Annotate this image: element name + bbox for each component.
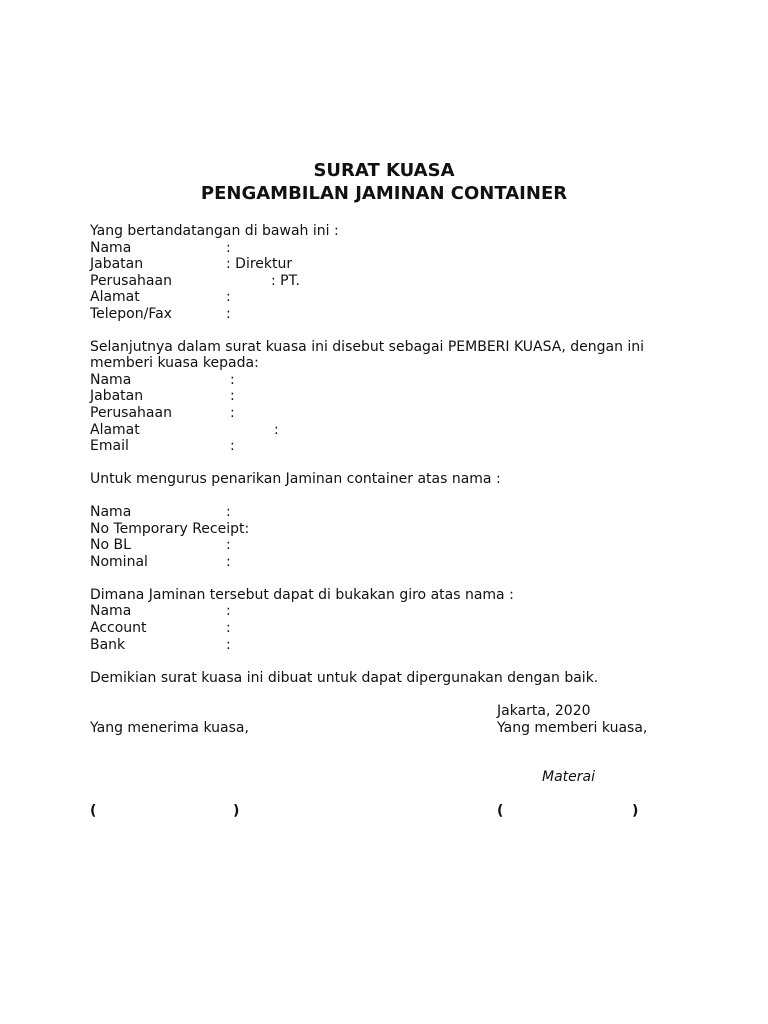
giro-account-label: Account	[90, 620, 147, 636]
grantee-company-label: Perusahaan	[90, 405, 172, 421]
nominal-value: :	[226, 554, 231, 570]
grantor-address-value: :	[226, 289, 231, 305]
grantor-name-label: Nama	[90, 240, 132, 256]
giro-bank-label: Bank	[90, 637, 126, 653]
receiver-open-paren: (	[90, 803, 97, 819]
giver-close-paren: )	[632, 803, 639, 819]
grantor-position-label: Jabatan	[90, 256, 144, 272]
letter-subtitle: PENGAMBILAN JAMINAN CONTAINER	[200, 183, 568, 204]
grantor-position-value: : Direktur	[226, 256, 293, 272]
temporary-receipt-label: No Temporary Receipt:	[90, 521, 250, 537]
giver-label: Yang memberi kuasa,	[497, 720, 648, 736]
grantee-position-label: Jabatan	[90, 388, 144, 404]
purpose-line: Untuk mengurus penarikan Jaminan container atas nama :	[90, 471, 501, 487]
grantor-company-label: Perusahaan	[90, 273, 172, 289]
grantee-name-label: Nama	[90, 372, 132, 388]
giro-intro-line: Dimana Jaminan tersebut dapat di bukakan giro atas nama :	[90, 587, 514, 603]
giro-name-value: :	[226, 603, 231, 619]
grantee-name-value: :	[230, 372, 235, 388]
container-name-label: Nama	[90, 504, 132, 520]
receiver-label: Yang menerima kuasa,	[90, 720, 249, 736]
grantee-address-value: :	[274, 422, 279, 438]
place-date: Jakarta, 2020	[497, 703, 591, 719]
grantee-address-label: Alamat	[90, 422, 140, 438]
giro-bank-value: :	[226, 637, 231, 653]
receiver-close-paren: )	[233, 803, 240, 819]
giro-name-label: Nama	[90, 603, 132, 619]
bl-number-value: :	[226, 537, 231, 553]
container-name-value: :	[226, 504, 231, 520]
giver-open-paren: (	[497, 803, 504, 819]
materai-label: Materai	[542, 769, 595, 785]
grantor-address-label: Alamat	[90, 289, 140, 305]
intro-line: Yang bertandatangan di bawah ini :	[90, 223, 339, 239]
grantee-position-value: :	[230, 388, 235, 404]
grantee-email-value: :	[230, 438, 235, 454]
closing-line: Demikian surat kuasa ini dibuat untuk dapat dipergunakan dengan baik.	[90, 670, 599, 686]
grantor-company-value: : PT.	[271, 273, 300, 289]
nominal-label: Nominal	[90, 554, 148, 570]
giro-account-value: :	[226, 620, 231, 636]
grantor-phone-value: :	[226, 306, 231, 322]
letter-title: SURAT KUASA	[313, 160, 455, 181]
grant-paragraph-line1: Selanjutnya dalam surat kuasa ini disebut sebagai PEMBERI KUASA, dengan ini	[90, 339, 645, 355]
grantor-phone-label: Telepon/Fax	[90, 306, 172, 322]
grantee-email-label: Email	[90, 438, 129, 454]
bl-number-label: No BL	[90, 537, 131, 553]
grantee-company-value: :	[230, 405, 235, 421]
grantor-name-value: :	[226, 240, 231, 256]
grant-paragraph-line2: memberi kuasa kepada:	[90, 355, 259, 371]
